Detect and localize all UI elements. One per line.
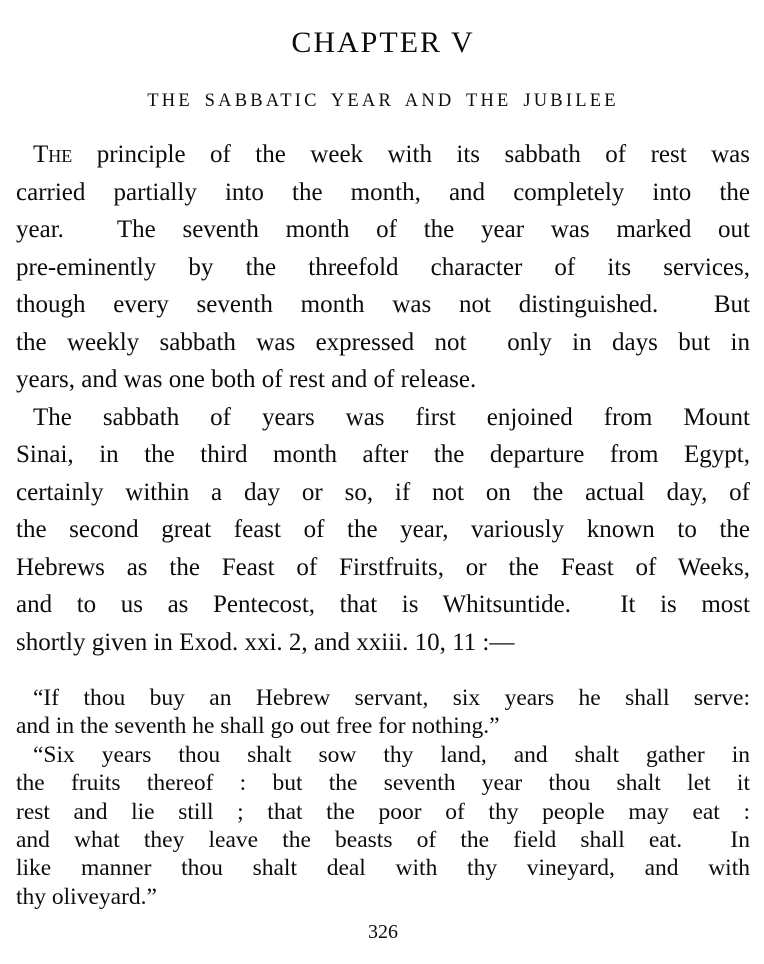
text-line-rest: principle of the week with its sabbath of rest was xyxy=(96,141,750,168)
text-line: and what they leave the beasts of the field shall eat. In xyxy=(16,827,750,854)
text-line: shortly given in Exod. xxi. 2, and xxiii. 10, 11 :— xyxy=(16,628,515,656)
text-line: The sabbath of years was first enjoined from Mount xyxy=(33,403,750,431)
text-line: year. The seventh month of the year was marked out xyxy=(16,216,750,243)
text-line: like manner thou shalt deal with thy vineyard, and with xyxy=(16,855,750,882)
chapter-heading: CHAPTER V xyxy=(291,26,475,59)
text-line: “Six years thou shalt sow thy land, and shalt gather in xyxy=(33,741,750,768)
text-line: carried partially into the month, and completely into the xyxy=(16,178,750,206)
text-line: the second great feast of the year, variously known to the xyxy=(16,516,750,543)
text-line: thy oliveyard.” xyxy=(16,883,157,910)
text-line: the fruits thereof : but the seventh year thou shalt let it xyxy=(16,770,750,797)
text-line: “If thou buy an Hebrew servant, six years he shall serve: xyxy=(33,685,750,711)
text-line: pre-eminently by the threefold character of its services, xyxy=(16,253,750,281)
text-line: and to us as Pentecost, that is Whitsuntide. It is most xyxy=(16,591,750,618)
page-number: 326 xyxy=(368,921,398,944)
text-line: Hebrews as the Feast of Firstfruits, or the Feast of Weeks, xyxy=(16,553,750,581)
text-line: certainly within a day or so, if not on the actual day, of xyxy=(16,478,750,506)
quote-paragraph-2 xyxy=(16,741,750,911)
text-line: rest and lie still ; that the poor of thy people may eat : xyxy=(16,798,750,825)
page-body xyxy=(16,136,750,661)
text-line: the weekly sabbath was expressed not only in days but in xyxy=(16,328,750,356)
text-line xyxy=(16,136,750,174)
lead-word-smallcaps: The xyxy=(33,141,73,168)
paragraph-1 xyxy=(16,136,750,399)
scripture-quotes xyxy=(16,684,750,911)
text-line: Sinai, in the third month after the departure from Egypt, xyxy=(16,441,750,468)
text-line: though every seventh month was not distinguished. But xyxy=(16,291,750,318)
text-line: and in the seventh he shall go out free for nothing.” xyxy=(16,713,500,740)
text-line: years, and was one both of rest and of release. xyxy=(16,366,477,393)
paragraph-2 xyxy=(16,399,750,662)
quote-paragraph-1 xyxy=(16,684,750,741)
chapter-subtitle: THE SABBATIC YEAR AND THE JUBILEE xyxy=(147,91,619,111)
page-footer xyxy=(16,920,750,944)
